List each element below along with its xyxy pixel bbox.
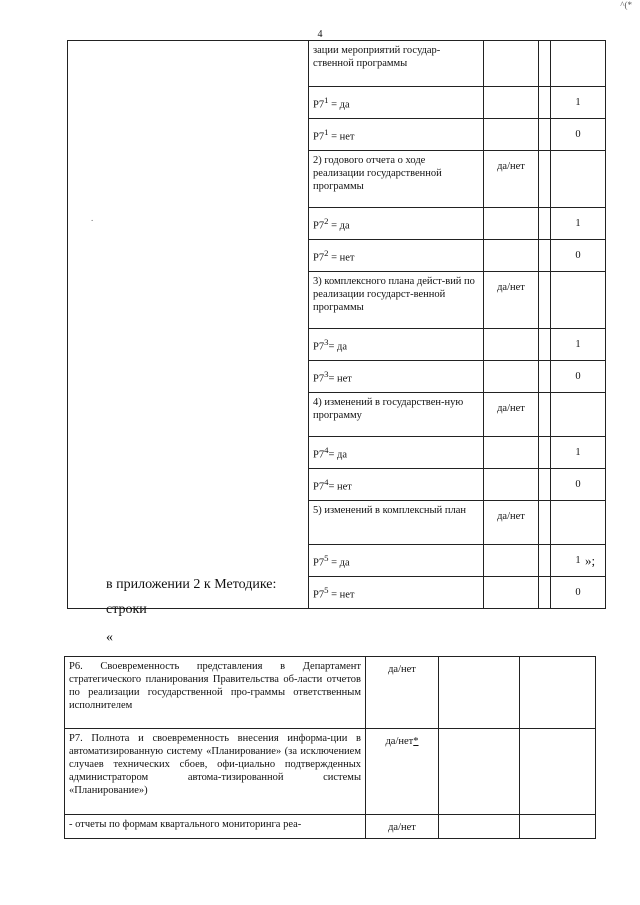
- formula-symbol: Р7: [313, 131, 325, 143]
- score-cell: 1: [551, 208, 606, 240]
- formula-superscript: 4: [324, 476, 329, 487]
- footnote-marker: *: [413, 736, 419, 747]
- appendix-reference: в приложении 2 к Методике:: [106, 577, 277, 592]
- unit-cell: да/нет: [484, 272, 539, 329]
- indicator-table-continued: [67, 40, 606, 609]
- unit-label: да/нет: [385, 736, 414, 747]
- criterion-text: Р7. Полнота и своевременность внесения информа-ции в автоматизированную систему «Планирование» (за исключением случаев технических сбоев, офи-циально подтвержденных администратором автома-тизированной системы «Планирование»): [65, 729, 366, 815]
- empty-cell: [539, 501, 551, 545]
- score-cell: 0: [551, 240, 606, 272]
- closing-quote: »;: [585, 553, 596, 568]
- formula-symbol: Р7: [313, 252, 325, 264]
- formula-condition: = нет: [328, 481, 352, 493]
- unit-cell: [366, 815, 439, 839]
- empty-cell: [520, 815, 596, 839]
- formula-condition: = да: [328, 99, 350, 111]
- formula-superscript: 4: [324, 444, 329, 455]
- unit-cell: да/нет: [484, 393, 539, 437]
- unit-cell: [366, 729, 439, 815]
- unit-cell: [484, 577, 539, 609]
- unit-label: да/нет: [388, 664, 416, 675]
- score-cell: 0: [551, 361, 606, 393]
- unit-cell: [484, 469, 539, 501]
- score-cell: [551, 272, 606, 329]
- criterion-formula: [309, 87, 484, 119]
- unit-cell: [484, 361, 539, 393]
- formula-superscript: 3: [324, 336, 329, 347]
- empty-cell: [539, 361, 551, 393]
- score-cell: 0: [551, 577, 606, 609]
- formula-symbol: Р7: [313, 589, 325, 601]
- criterion-formula: [309, 240, 484, 272]
- empty-cell: [520, 729, 596, 815]
- unit-cell: [484, 119, 539, 151]
- formula-superscript: 3: [324, 368, 329, 379]
- criterion-text: зации мероприятий государ-ственной программы: [309, 41, 484, 87]
- unit-cell: да/нет: [484, 501, 539, 545]
- criterion-formula: [309, 469, 484, 501]
- criterion-text: - отчеты по формам квартального мониторинга реа-: [65, 815, 366, 839]
- criterion-formula: [309, 577, 484, 609]
- rows-label: строки: [106, 602, 147, 617]
- formula-superscript: 1: [324, 94, 329, 105]
- empty-cell: [539, 329, 551, 361]
- empty-cell: [439, 729, 520, 815]
- empty-cell: [539, 577, 551, 609]
- score-cell: 1: [551, 545, 606, 577]
- score-cell: [551, 151, 606, 208]
- criterion-formula: [309, 329, 484, 361]
- criterion-text: 2) годового отчета о ходе реализации государственной программы: [309, 151, 484, 208]
- formula-symbol: Р7: [313, 557, 325, 569]
- empty-cell: [539, 469, 551, 501]
- score-cell: [551, 41, 606, 87]
- empty-cell: [539, 41, 551, 87]
- appendix-2-table: [64, 656, 596, 839]
- score-cell: 1: [551, 87, 606, 119]
- empty-cell: [539, 393, 551, 437]
- score-cell: 0: [551, 119, 606, 151]
- formula-condition: = да: [328, 220, 350, 232]
- formula-superscript: 2: [324, 215, 329, 226]
- formula-condition: = нет: [328, 589, 355, 601]
- unit-cell: [366, 657, 439, 729]
- formula-condition: = нет: [328, 252, 355, 264]
- formula-symbol: Р7: [313, 99, 325, 111]
- criterion-formula: [309, 361, 484, 393]
- score-cell: [551, 501, 606, 545]
- unit-cell: [484, 208, 539, 240]
- unit-cell: да/нет: [484, 151, 539, 208]
- table-row: [65, 815, 596, 839]
- criterion-formula: [309, 208, 484, 240]
- stray-mark: .: [91, 213, 94, 223]
- empty-cell: [439, 657, 520, 729]
- table-row: [68, 41, 606, 87]
- opening-quote: «: [106, 630, 113, 645]
- empty-cell: [539, 240, 551, 272]
- formula-superscript: 5: [324, 552, 329, 563]
- formula-superscript: 5: [324, 584, 329, 595]
- empty-cell: [539, 208, 551, 240]
- criterion-text: 3) комплексного плана дейст-вий по реализации государст-венной программы: [309, 272, 484, 329]
- unit-cell: [484, 545, 539, 577]
- formula-superscript: 2: [324, 247, 329, 258]
- unit-cell: [484, 41, 539, 87]
- criterion-text: 5) изменений в комплексный план: [309, 501, 484, 545]
- score-cell: [551, 393, 606, 437]
- formula-symbol: Р7: [313, 449, 325, 461]
- table-row: [65, 657, 596, 729]
- unit-cell: [484, 437, 539, 469]
- score-cell: 1: [551, 437, 606, 469]
- empty-cell: [520, 657, 596, 729]
- formula-symbol: Р7: [313, 220, 325, 232]
- unit-cell: [484, 87, 539, 119]
- empty-cell: [539, 437, 551, 469]
- unit-cell: [484, 240, 539, 272]
- empty-cell: [539, 151, 551, 208]
- criterion-formula: [309, 545, 484, 577]
- formula-symbol: Р7: [313, 481, 325, 493]
- empty-cell: [539, 272, 551, 329]
- criterion-formula: [309, 437, 484, 469]
- table-row: [65, 729, 596, 815]
- page-number: 4: [317, 29, 323, 40]
- score-cell: 0: [551, 469, 606, 501]
- criterion-text: Р6. Своевременность представления в Департамент стратегического планирования Правительства об-ласти отчетов по реализации государственной про-граммы ответственным исполнителем: [65, 657, 366, 729]
- unit-cell: [484, 329, 539, 361]
- formula-condition: = нет: [328, 373, 352, 385]
- empty-cell: [539, 119, 551, 151]
- formula-condition: = да: [328, 341, 348, 353]
- formula-symbol: Р7: [313, 341, 325, 353]
- criterion-text: 4) изменений в государствен-ную программу: [309, 393, 484, 437]
- criterion-formula: [309, 119, 484, 151]
- empty-cell: [539, 545, 551, 577]
- formula-superscript: 1: [324, 126, 329, 137]
- formula-condition: = нет: [328, 131, 355, 143]
- empty-cell: [439, 815, 520, 839]
- formula-condition: = да: [328, 557, 350, 569]
- empty-cell: [539, 87, 551, 119]
- unit-label: да/нет: [388, 822, 416, 833]
- formula-condition: = да: [328, 449, 348, 461]
- score-cell: 1: [551, 329, 606, 361]
- corner-mark: ^(*: [620, 0, 632, 10]
- left-empty-cell: [68, 41, 309, 609]
- formula-symbol: Р7: [313, 373, 325, 385]
